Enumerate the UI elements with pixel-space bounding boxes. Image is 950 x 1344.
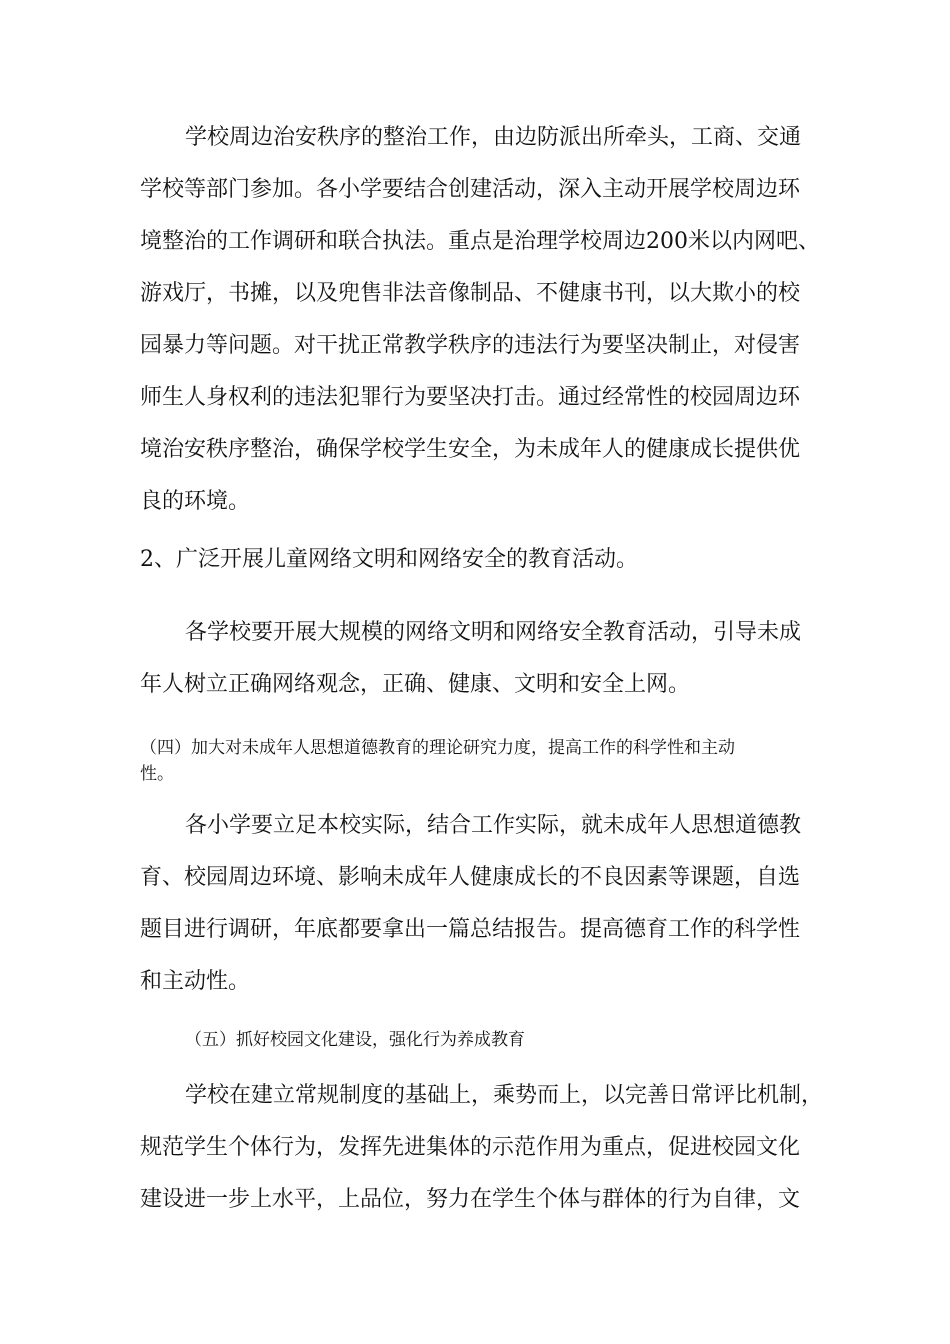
- paragraph-line: 师生人身权利的违法犯罪行为要坚决打击。通过经常性的校园周边环: [140, 385, 801, 410]
- paragraph-network-education: [140, 607, 820, 711]
- paragraph-line: 学校周边治安秩序的整治工作，由边防派出所牵头，工商、交通: [185, 125, 802, 150]
- paragraph-campus-culture: [140, 1070, 824, 1226]
- paragraph-line: 各学校要开展大规模的网络文明和网络安全教育活动，引导未成: [185, 620, 802, 645]
- paragraph-line: 育、校园周边环境、影响未成年人健康成长的不良因素等课题，自选: [140, 865, 801, 890]
- section-heading-4: [140, 735, 820, 787]
- paragraph-line: 良的环境。: [140, 489, 251, 514]
- section-heading-5: [140, 1027, 820, 1053]
- paragraph-line: 各小学要立足本校实际，结合工作实际，就未成年人思想道德教: [185, 813, 802, 838]
- section-heading-line: （四）加大对未成年人思想道德教育的理论研究力度，提高工作的科学性和主动: [140, 738, 735, 758]
- paragraph-campus-security: [140, 112, 820, 528]
- paragraph-line: 学校在建立常规制度的基础上，乘势而上，以完善日常评比机制，: [185, 1083, 824, 1108]
- paragraph-line: 建设进一步上水平，上品位，努力在学生个体与群体的行为自律，文: [140, 1187, 801, 1212]
- paragraph-research: [140, 800, 820, 1008]
- paragraph-line: 游戏厅，书摊，以及兜售非法音像制品、不健康书刊，以大欺小的校: [140, 281, 801, 306]
- paragraph-line: 学校等部门参加。各小学要结合创建活动，深入主动开展学校周边环: [140, 177, 801, 202]
- section-heading: （五）抓好校园文化建设，强化行为养成教育: [185, 1030, 525, 1050]
- section-heading-2: [140, 534, 820, 586]
- paragraph-line: 年人树立正确网络观念，正确、健康、文明和安全上网。: [140, 672, 691, 697]
- paragraph-line: 境治安秩序整治，确保学校学生安全，为未成年人的健康成长提供优: [140, 437, 801, 462]
- paragraph-line: 规范学生个体行为，发挥先进集体的示范作用为重点，促进校园文化: [140, 1135, 801, 1160]
- paragraph-line: 境整治的工作调研和联合执法。重点是治理学校周边200米以内网吧、: [140, 229, 820, 254]
- paragraph-line: 园暴力等问题。对干扰正常教学秩序的违法行为要坚决制止，对侵害: [140, 333, 801, 358]
- section-heading-line: 性。: [140, 764, 174, 784]
- section-heading: 2、广泛开展儿童网络文明和网络安全的教育活动。: [140, 547, 638, 572]
- paragraph-line: 和主动性。: [140, 969, 251, 994]
- paragraph-line: 题目进行调研，年底都要拿出一篇总结报告。提高德育工作的科学性: [140, 917, 801, 942]
